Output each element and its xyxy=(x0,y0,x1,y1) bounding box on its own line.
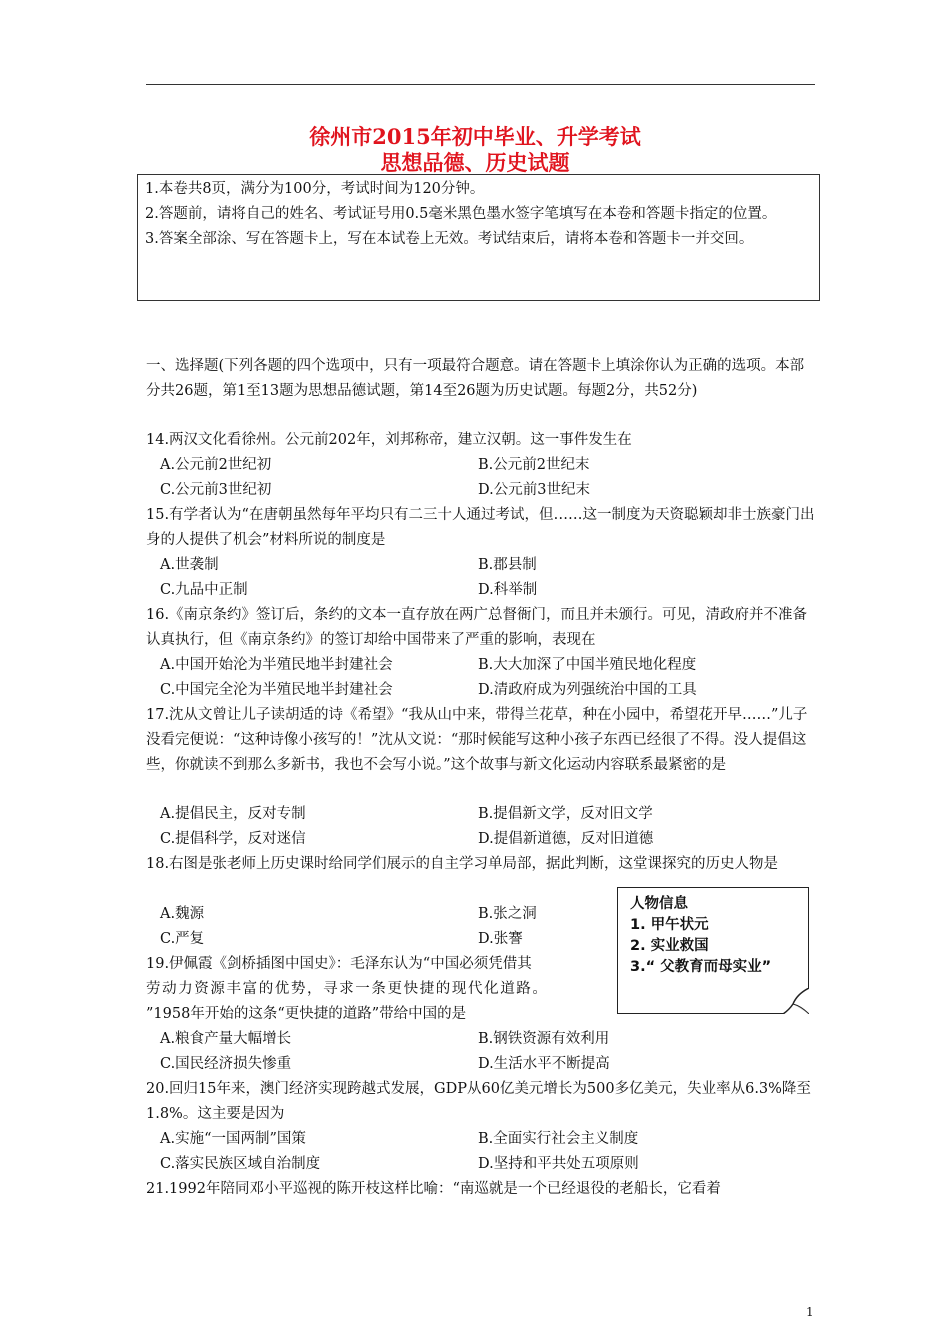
question-16-option-b: B.大大加深了中国半殖民地化程度 xyxy=(478,657,697,673)
person-info-card xyxy=(617,887,809,1014)
question-17-option-b: B.提倡新文学，反对旧文学 xyxy=(478,806,653,822)
question-15-option-b: B.郡县制 xyxy=(478,557,537,573)
question-19-option-c: C.国民经济损失惨重 xyxy=(160,1056,292,1072)
question-20-option-b: B.全面实行社会主义制度 xyxy=(478,1131,639,1147)
question-21-stem: 21.1992年陪同邓小平巡视的陈开枝这样比喻：“南巡就是一个已经退役的老船长，它看着 xyxy=(146,1181,721,1197)
notice-box xyxy=(137,174,820,301)
question-17-option-d: D.提倡新道德，反对旧道德 xyxy=(478,831,654,847)
question-19-stem-line1: 19.伊佩霞《剑桥插图中国史》：毛泽东认为“中国必须凭借其 xyxy=(146,956,532,972)
top-rule xyxy=(146,84,815,85)
exam-title-line1: 徐州市2015年初中毕业、升学考试 xyxy=(309,124,641,149)
section-intro: 一、选择题(下列各题的四个选项中，只有一项最符合题意。请在答题卡上填涂你认为正确的选项。本部分共26题，第1至13题为思想品德试题，第14至26题为历史试题。每题2分，共52分) xyxy=(146,358,805,399)
question-18-option-b: B.张之洞 xyxy=(478,906,537,922)
page-curl-icon xyxy=(783,988,809,1014)
question-15-stem: 15.有学者认为“在唐朝虽然每年平均只有二三十人通过考试，但……这一制度为天资聪颖却非士族豪门出身的人提供了机会”材料所说的制度是 xyxy=(146,507,815,548)
question-15-option-a: A.世袭制 xyxy=(160,557,219,573)
question-20-option-c: C.落实民族区域自治制度 xyxy=(160,1156,321,1172)
question-20-option-a: A.实施“一国两制”国策 xyxy=(160,1131,306,1147)
question-14-option-b: B.公元前2世纪末 xyxy=(478,457,590,473)
question-17-option-c: C.提倡科学，反对迷信 xyxy=(160,831,306,847)
question-17-option-a: A.提倡民主，反对专制 xyxy=(160,806,306,822)
card-item-3: 3.“ 父教育而母实业” xyxy=(630,959,772,975)
question-19-stem-line2: 劳动力资源丰富的优势，寻求一条更快捷的现代化道路。 xyxy=(146,981,549,997)
question-14-option-a: A.公元前2世纪初 xyxy=(160,457,272,473)
notice-item-3: 3.答案全部涂、写在答题卡上，写在本试卷上无效。考试结束后，请将本卷和答题卡一并交回。 xyxy=(145,231,754,247)
question-14-stem: 14.两汉文化看徐州。公元前202年，刘邦称帝，建立汉朝。这一事件发生在 xyxy=(146,432,632,448)
question-20-stem: 20.回归15年来，澳门经济实现跨越式发展，GDP从60亿美元增长为500多亿美元，失业率从6.3%降至1.8%。这主要是因为 xyxy=(146,1081,811,1122)
question-20-option-d: D.坚持和平共处五项原则 xyxy=(478,1156,639,1172)
card-title: 人物信息 xyxy=(630,896,688,912)
question-14-option-d: D.公元前3世纪末 xyxy=(478,482,590,498)
question-16-option-a: A.中国开始沦为半殖民地半封建社会 xyxy=(160,657,393,673)
question-17-stem: 17.沈从文曾让儿子读胡适的诗《希望》“我从山中来，带得兰花草，种在小园中，希望花开早……”儿子没看完便说：“这种诗像小孩写的！”沈从文说：“那时候能写这种小孩子东西已经很了不得。没人提倡这些，你就读不到那么多新书，我也不会写小说。”这个故事与新文化运动内容联系最紧密的是 xyxy=(146,707,808,773)
question-18-option-a: A.魏源 xyxy=(160,906,205,922)
question-15-option-c: C.九品中正制 xyxy=(160,582,248,598)
question-18-stem: 18.右图是张老师上历史课时给同学们展示的自主学习单局部，据此判断，这堂课探究的历史人物是 xyxy=(146,856,779,872)
question-19-option-d: D.生活水平不断提高 xyxy=(478,1056,610,1072)
question-19-option-b: B.钢铁资源有效利用 xyxy=(478,1031,610,1047)
page-number: 1 xyxy=(806,1305,814,1319)
question-16-option-d: D.清政府成为列强统治中国的工具 xyxy=(478,682,697,698)
question-19-option-a: A.粮食产量大幅增长 xyxy=(160,1031,292,1047)
notice-item-2: 2.答题前，请将自己的姓名、考试证号用0.5毫米黑色墨水签字笔填写在本卷和答题卡指定的位置。 xyxy=(145,206,777,222)
question-19-stem-line3: ”1958年开始的这条“更快捷的道路”带给中国的是 xyxy=(146,1006,467,1022)
notice-item-1: 1.本卷共8页，满分为100分，考试时间为120分钟。 xyxy=(145,181,485,197)
card-item-2: 2. 实业救国 xyxy=(630,938,709,954)
question-16-stem: 16.《南京条约》签订后，条约的文本一直存放在两广总督衙门，而且并未颁行。可见，清政府并不准备认真执行，但《南京条约》的签订却给中国带来了严重的影响，表现在 xyxy=(146,607,808,648)
question-16-option-c: C.中国完全沦为半殖民地半封建社会 xyxy=(160,682,393,698)
question-15-option-d: D.科举制 xyxy=(478,582,538,598)
question-14-option-c: C.公元前3世纪初 xyxy=(160,482,272,498)
exam-title-line2: 思想品德、历史试题 xyxy=(380,150,570,175)
card-item-1: 1. 甲午状元 xyxy=(630,917,709,933)
question-18-option-d: D.张謇 xyxy=(478,931,523,947)
question-18-option-c: C.严复 xyxy=(160,931,205,947)
